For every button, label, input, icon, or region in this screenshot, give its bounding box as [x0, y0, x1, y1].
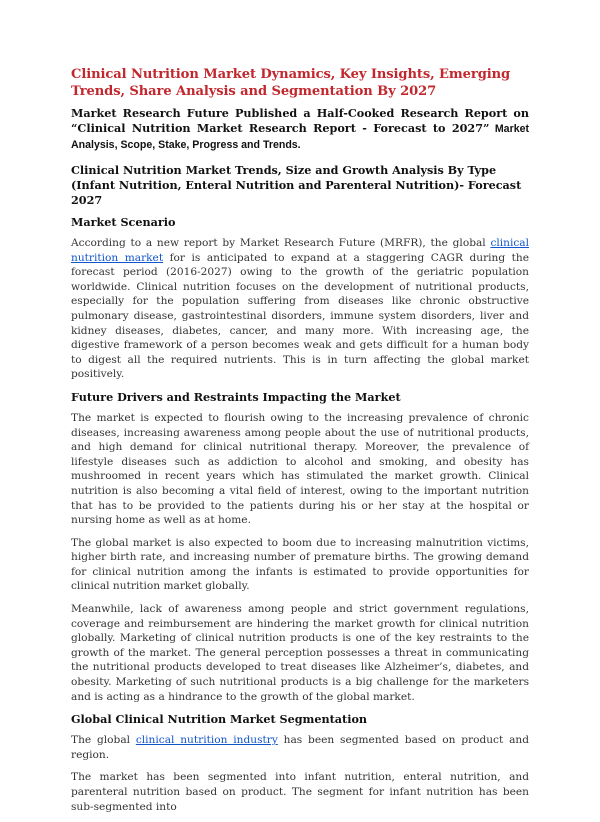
- segmentation-text-after: has been segmented based on product and region.: [71, 734, 529, 761]
- segmentation-paragraph-1: [71, 733, 529, 762]
- document-title: Clinical Nutrition Market Dynamics, Key Insights, Emerging Trends, Share Analysis and Segmentation By 2027: [71, 67, 511, 99]
- trends-heading: Clinical Nutrition Market Trends, Size and Growth Analysis By Type (Infant Nutrition, Enteral Nutrition and Parenteral Nutrition)- Forecast 2027: [71, 163, 522, 207]
- market-scenario-heading: Market Scenario: [71, 215, 176, 229]
- document-page: [71, 66, 529, 822]
- drivers-paragraph-3: Meanwhile, lack of awareness among people and strict government regulations, coverage and reimbursement are hindering the market growth for clinical nutrition globally. Marketing of clinical nutrition products is one of the key restraints to the growth of the market. The general perception possesses a threat in communicating the nutritional products developed to treat diseases like Alzheimer’s, diabetes, and obesity. Marketing of such nutritional products is a big challenge for the marketers and is acting as a hindrance to the growth of the global market.: [71, 603, 529, 703]
- segmentation-heading: Global Clinical Nutrition Market Segmentation: [71, 712, 368, 727]
- scenario-text-after: for is anticipated to expand at a staggering CAGR during the forecast period (2016-2027) owing to the growth of the geriatric population worldwide. Clinical nutrition focuses on the development of nutritional products, especially for the population suffering from diseases like chronic obstructive pulmonary disease, gastrointestinal disorders, immune system disorders, liver and kidney diseases, diabetes, cancer, and many more. With increasing age, the digestive framework of a person becomes weak and gets difficult for a human body to digest all the required nutrients. This is in turn affecting the global market positively.: [71, 251, 529, 381]
- subtitle-part1: Market Research Future Published a Half-Cooked Research Report on “Clinical Nutrition Market Research Report - Forecast to 2027”: [71, 106, 529, 135]
- clinical-nutrition-market-link[interactable]: clinical nutrition market: [71, 237, 529, 264]
- clinical-nutrition-industry-link[interactable]: clinical nutrition industry: [135, 734, 278, 747]
- subtitle-part2: Market Analysis, Scope, Stake, Progress and Trends.: [71, 123, 530, 151]
- drivers-paragraph-1: The market is expected to flourish owing to the increasing prevalence of chronic diseases, increasing awareness among people about the use of nutritional products, and high demand for clinical nutritional therapy. Moreover, the prevalence of lifestyle diseases such as addiction to alcohol and smoking, and obesity has mushroomed in recent years which has stimulated the market growth. Clinical nutrition is also becoming a vital field of interest, owing to the important nutrition that has to be provided to the patients during his or her stay at the hospital or nursing home as well as at home.: [71, 411, 529, 527]
- market-scenario-paragraph: [71, 236, 529, 382]
- scenario-text-before: According to a new report by Market Research Future (MRFR), the global: [71, 237, 491, 249]
- segmentation-paragraph-2: The market has been segmented into infant nutrition, enteral nutrition, and parenteral nutrition based on product. The segment for infant nutrition has been sub-segmented into: [71, 771, 529, 813]
- document-subtitle: [71, 106, 529, 153]
- drivers-heading: Future Drivers and Restraints Impacting the Market: [71, 389, 401, 404]
- segmentation-text-before: The global: [71, 734, 136, 747]
- drivers-paragraph-2: The global market is also expected to boom due to increasing malnutrition victims, higher birth rate, and increasing number of premature births. The growing demand for clinical nutrition among the infants is estimated to provide opportunities for clinical nutrition market globally.: [71, 536, 529, 593]
